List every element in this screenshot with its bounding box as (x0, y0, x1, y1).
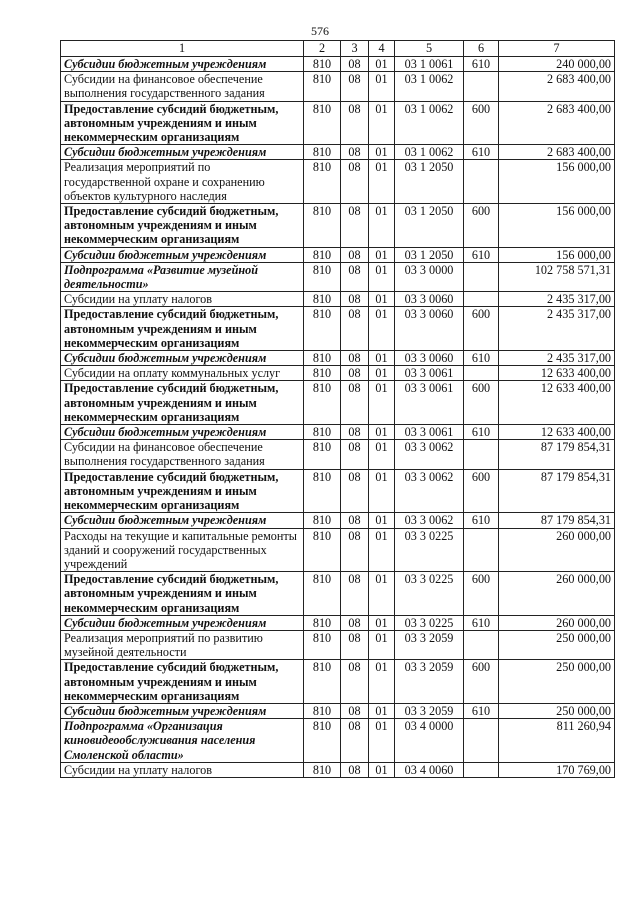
row-target-article: 03 4 0060 (395, 762, 464, 777)
row-section: 08 (341, 513, 369, 528)
row-amount: 2 435 317,00 (499, 351, 615, 366)
row-subsection: 01 (369, 762, 395, 777)
row-subsection: 01 (369, 703, 395, 718)
table-row (61, 292, 615, 307)
row-expense-type (464, 160, 499, 204)
row-subsection: 01 (369, 307, 395, 351)
row-subsection: 01 (369, 513, 395, 528)
row-name: Предоставление субсидий бюджетным, автономным учреждениям и иным некоммерческим организациям (61, 307, 304, 351)
row-amount: 156 000,00 (499, 204, 615, 248)
row-expense-type: 610 (464, 513, 499, 528)
row-code-admin: 810 (304, 572, 341, 616)
row-section: 08 (341, 72, 369, 101)
row-amount: 250 000,00 (499, 660, 615, 704)
row-section: 08 (341, 660, 369, 704)
row-section: 08 (341, 381, 369, 425)
table-row (61, 528, 615, 572)
table-row (61, 307, 615, 351)
row-target-article: 03 1 0062 (395, 72, 464, 101)
header-col-7: 7 (499, 41, 615, 57)
table-row (61, 762, 615, 777)
row-name: Субсидии бюджетным учреждениям (61, 145, 304, 160)
row-amount: 2 435 317,00 (499, 307, 615, 351)
row-subsection: 01 (369, 351, 395, 366)
row-target-article: 03 1 2050 (395, 204, 464, 248)
row-target-article: 03 1 0062 (395, 101, 464, 145)
row-code-admin: 810 (304, 366, 341, 381)
row-code-admin: 810 (304, 719, 341, 763)
row-amount: 250 000,00 (499, 630, 615, 659)
table-row (61, 719, 615, 763)
row-subsection: 01 (369, 615, 395, 630)
row-amount: 260 000,00 (499, 615, 615, 630)
table-row (61, 660, 615, 704)
row-expense-type (464, 72, 499, 101)
row-code-admin: 810 (304, 204, 341, 248)
row-code-admin: 810 (304, 381, 341, 425)
row-section: 08 (341, 307, 369, 351)
row-name: Предоставление субсидий бюджетным, автономным учреждениям и иным некоммерческим организациям (61, 204, 304, 248)
row-section: 08 (341, 292, 369, 307)
row-name: Предоставление субсидий бюджетным, автономным учреждениям и иным некоммерческим организациям (61, 572, 304, 616)
row-amount: 12 633 400,00 (499, 425, 615, 440)
header-col-5: 5 (395, 41, 464, 57)
page-number: 576 (311, 24, 329, 38)
row-expense-type (464, 719, 499, 763)
row-target-article: 03 3 0225 (395, 615, 464, 630)
row-code-admin: 810 (304, 145, 341, 160)
row-amount: 260 000,00 (499, 572, 615, 616)
row-name: Субсидии бюджетным учреждениям (61, 703, 304, 718)
row-subsection: 01 (369, 262, 395, 291)
row-subsection: 01 (369, 72, 395, 101)
row-amount: 260 000,00 (499, 528, 615, 572)
table-row (61, 101, 615, 145)
row-expense-type (464, 630, 499, 659)
row-target-article: 03 3 0225 (395, 528, 464, 572)
row-target-article: 03 1 2050 (395, 247, 464, 262)
table-row (61, 204, 615, 248)
row-target-article: 03 3 0000 (395, 262, 464, 291)
row-code-admin: 810 (304, 57, 341, 72)
row-amount: 12 633 400,00 (499, 366, 615, 381)
row-section: 08 (341, 247, 369, 262)
row-code-admin: 810 (304, 160, 341, 204)
row-expense-type: 610 (464, 57, 499, 72)
row-section: 08 (341, 425, 369, 440)
row-section: 08 (341, 703, 369, 718)
row-target-article: 03 1 0062 (395, 145, 464, 160)
row-amount: 102 758 571,31 (499, 262, 615, 291)
table-row (61, 469, 615, 513)
table-row (61, 351, 615, 366)
table-row (61, 160, 615, 204)
row-subsection: 01 (369, 57, 395, 72)
row-expense-type: 610 (464, 615, 499, 630)
row-name: Субсидии на уплату налогов (61, 292, 304, 307)
row-section: 08 (341, 440, 369, 469)
table-row (61, 262, 615, 291)
row-code-admin: 810 (304, 469, 341, 513)
row-name: Подпрограмма «Развитие музейной деятельности» (61, 262, 304, 291)
row-code-admin: 810 (304, 762, 341, 777)
row-amount: 156 000,00 (499, 160, 615, 204)
row-target-article: 03 3 2059 (395, 660, 464, 704)
table-header-row (61, 41, 615, 57)
row-expense-type: 610 (464, 703, 499, 718)
row-name: Субсидии бюджетным учреждениям (61, 247, 304, 262)
row-name: Субсидии бюджетным учреждениям (61, 425, 304, 440)
row-section: 08 (341, 145, 369, 160)
header-col-6: 6 (464, 41, 499, 57)
row-target-article: 03 3 2059 (395, 703, 464, 718)
row-code-admin: 810 (304, 247, 341, 262)
row-target-article: 03 3 0060 (395, 351, 464, 366)
table-row (61, 72, 615, 101)
row-amount: 2 683 400,00 (499, 72, 615, 101)
row-expense-type: 600 (464, 469, 499, 513)
row-target-article: 03 1 0061 (395, 57, 464, 72)
row-target-article: 03 3 0060 (395, 292, 464, 307)
row-expense-type: 600 (464, 307, 499, 351)
row-code-admin: 810 (304, 425, 341, 440)
row-subsection: 01 (369, 247, 395, 262)
header-col-2: 2 (304, 41, 341, 57)
row-subsection: 01 (369, 469, 395, 513)
row-expense-type: 610 (464, 145, 499, 160)
row-expense-type (464, 292, 499, 307)
row-amount: 87 179 854,31 (499, 440, 615, 469)
header-col-1: 1 (61, 41, 304, 57)
row-section: 08 (341, 366, 369, 381)
row-expense-type: 600 (464, 381, 499, 425)
row-name: Субсидии бюджетным учреждениям (61, 615, 304, 630)
table-row (61, 425, 615, 440)
table-row (61, 440, 615, 469)
table-row (61, 366, 615, 381)
row-name: Предоставление субсидий бюджетным, автономным учреждениям и иным некоммерческим организациям (61, 660, 304, 704)
table-row (61, 572, 615, 616)
row-subsection: 01 (369, 366, 395, 381)
row-amount: 2 683 400,00 (499, 101, 615, 145)
table-row (61, 57, 615, 72)
row-amount: 170 769,00 (499, 762, 615, 777)
table-body (61, 57, 615, 778)
row-expense-type (464, 366, 499, 381)
row-code-admin: 810 (304, 351, 341, 366)
row-name: Реализация мероприятий по государственной охране и сохранению объектов культурного наследия (61, 160, 304, 204)
row-name: Расходы на текущие и капитальные ремонты зданий и сооружений государственных учреждений (61, 528, 304, 572)
table-row (61, 247, 615, 262)
row-section: 08 (341, 469, 369, 513)
row-subsection: 01 (369, 204, 395, 248)
row-subsection: 01 (369, 101, 395, 145)
row-target-article: 03 3 0061 (395, 425, 464, 440)
row-name: Субсидии на уплату налогов (61, 762, 304, 777)
row-expense-type: 610 (464, 351, 499, 366)
row-subsection: 01 (369, 528, 395, 572)
row-section: 08 (341, 630, 369, 659)
row-target-article: 03 3 0061 (395, 381, 464, 425)
row-code-admin: 810 (304, 292, 341, 307)
row-name: Подпрограмма «Организация киновидеообслуживания населения Смоленской области» (61, 719, 304, 763)
row-name: Субсидии на финансовое обеспечение выполнения государственного задания (61, 440, 304, 469)
table-row (61, 615, 615, 630)
table-row (61, 381, 615, 425)
row-section: 08 (341, 762, 369, 777)
row-subsection: 01 (369, 160, 395, 204)
table-row (61, 145, 615, 160)
row-section: 08 (341, 351, 369, 366)
row-target-article: 03 3 0062 (395, 513, 464, 528)
row-section: 08 (341, 160, 369, 204)
row-name: Субсидии бюджетным учреждениям (61, 351, 304, 366)
row-name: Реализация мероприятий по развитию музейной деятельности (61, 630, 304, 659)
row-section: 08 (341, 204, 369, 248)
row-section: 08 (341, 572, 369, 616)
row-expense-type (464, 762, 499, 777)
row-subsection: 01 (369, 145, 395, 160)
row-name: Предоставление субсидий бюджетным, автономным учреждениям и иным некоммерческим организациям (61, 469, 304, 513)
row-amount: 156 000,00 (499, 247, 615, 262)
row-expense-type (464, 262, 499, 291)
row-code-admin: 810 (304, 440, 341, 469)
row-amount: 2 435 317,00 (499, 292, 615, 307)
row-name: Предоставление субсидий бюджетным, автономным учреждениям и иным некоммерческим организациям (61, 381, 304, 425)
row-target-article: 03 3 0062 (395, 469, 464, 513)
row-target-article: 03 3 0225 (395, 572, 464, 616)
row-name: Субсидии бюджетным учреждениям (61, 57, 304, 72)
row-code-admin: 810 (304, 660, 341, 704)
row-name: Предоставление субсидий бюджетным, автономным учреждениям и иным некоммерческим организациям (61, 101, 304, 145)
row-code-admin: 810 (304, 72, 341, 101)
row-name: Субсидии на финансовое обеспечение выполнения государственного задания (61, 72, 304, 101)
header-col-4: 4 (369, 41, 395, 57)
row-code-admin: 810 (304, 615, 341, 630)
table-row (61, 513, 615, 528)
row-amount: 811 260,94 (499, 719, 615, 763)
row-amount: 87 179 854,31 (499, 513, 615, 528)
row-section: 08 (341, 719, 369, 763)
row-code-admin: 810 (304, 307, 341, 351)
row-target-article: 03 1 2050 (395, 160, 464, 204)
row-section: 08 (341, 57, 369, 72)
row-expense-type (464, 528, 499, 572)
row-expense-type (464, 440, 499, 469)
row-amount: 240 000,00 (499, 57, 615, 72)
row-amount: 12 633 400,00 (499, 381, 615, 425)
header-col-3: 3 (341, 41, 369, 57)
row-target-article: 03 3 2059 (395, 630, 464, 659)
row-expense-type: 610 (464, 425, 499, 440)
row-amount: 250 000,00 (499, 703, 615, 718)
row-code-admin: 810 (304, 630, 341, 659)
row-name: Субсидии бюджетным учреждениям (61, 513, 304, 528)
row-subsection: 01 (369, 660, 395, 704)
row-section: 08 (341, 615, 369, 630)
table-row (61, 703, 615, 718)
row-target-article: 03 4 0000 (395, 719, 464, 763)
row-subsection: 01 (369, 440, 395, 469)
row-amount: 2 683 400,00 (499, 145, 615, 160)
row-code-admin: 810 (304, 513, 341, 528)
row-target-article: 03 3 0061 (395, 366, 464, 381)
row-section: 08 (341, 262, 369, 291)
row-name: Субсидии на оплату коммунальных услуг (61, 366, 304, 381)
row-section: 08 (341, 101, 369, 145)
row-expense-type: 610 (464, 247, 499, 262)
row-subsection: 01 (369, 572, 395, 616)
row-section: 08 (341, 528, 369, 572)
table-row (61, 630, 615, 659)
row-amount: 87 179 854,31 (499, 469, 615, 513)
row-subsection: 01 (369, 425, 395, 440)
row-subsection: 01 (369, 630, 395, 659)
row-target-article: 03 3 0060 (395, 307, 464, 351)
row-expense-type: 600 (464, 572, 499, 616)
budget-table (60, 40, 615, 778)
row-code-admin: 810 (304, 262, 341, 291)
row-target-article: 03 3 0062 (395, 440, 464, 469)
row-code-admin: 810 (304, 528, 341, 572)
row-subsection: 01 (369, 292, 395, 307)
row-code-admin: 810 (304, 101, 341, 145)
row-expense-type: 600 (464, 101, 499, 145)
row-code-admin: 810 (304, 703, 341, 718)
row-subsection: 01 (369, 381, 395, 425)
row-expense-type: 600 (464, 660, 499, 704)
row-expense-type: 600 (464, 204, 499, 248)
row-subsection: 01 (369, 719, 395, 763)
